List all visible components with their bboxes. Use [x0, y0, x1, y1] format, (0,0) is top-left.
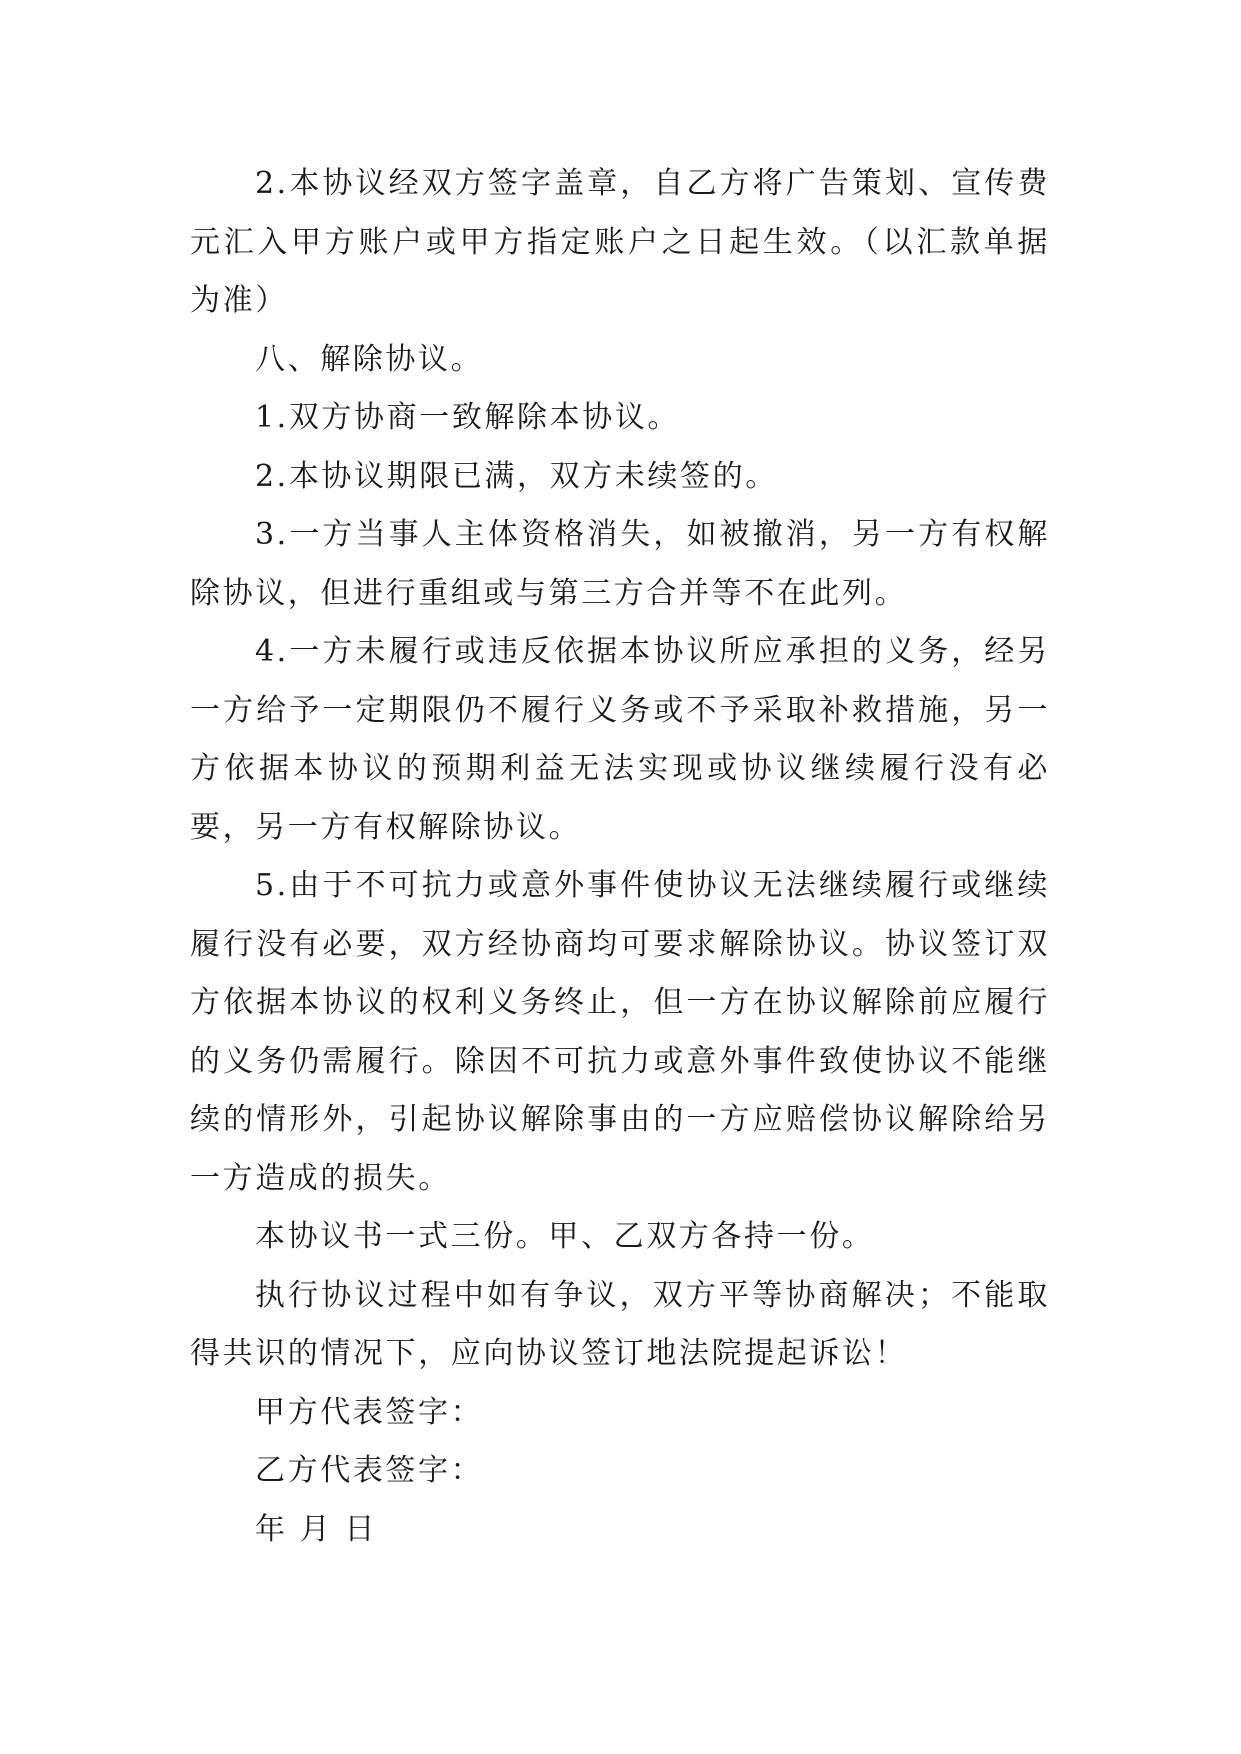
- document-body: [190, 155, 1050, 1559]
- clause-2-effective: 2.本协议经双方签字盖章，自乙方将广告策划、宣传费元汇入甲方账户或甲方指定账户之日起生效。（以汇款单据为准）: [190, 166, 1050, 318]
- date-line: 年 月 日: [255, 1511, 378, 1547]
- termination-item-3: 3.一方当事人主体资格消失，如被撤消，另一方有权解除协议，但进行重组或与第三方合并等不在此列。: [190, 517, 1050, 611]
- termination-item-5: 5.由于不可抗力或意外事件使协议无法继续履行或继续履行没有必要，双方经协商均可要求解除协议。协议签订双方依据本协议的权利义务终止，但一方在协议解除前应履行的义务仍需履行。除因不可抗力或意外事件致使协议不能继续的情形外，引起协议解除事由的一方应赔偿协议解除给另一方造成的损失。: [190, 868, 1050, 1196]
- termination-item-1: 1.双方协商一致解除本协议。: [255, 400, 681, 435]
- section-8-heading: 八、解除协议。: [255, 341, 484, 377]
- dispute-clause: 执行协议过程中如有争议，双方平等协商解决；不能取得共识的情况下，应向协议签订地法院提起诉讼！: [190, 1277, 1050, 1371]
- party-a-signature-line: 甲方代表签字：: [255, 1394, 484, 1430]
- copies-clause: 本协议书一式三份。甲、乙双方各持一份。: [255, 1219, 875, 1254]
- termination-item-4: 4.一方未履行或违反依据本协议所应承担的义务，经另一方给予一定期限仍不履行义务或不予采取补救措施，另一方依据本协议的预期利益无法实现或协议继续履行没有必要，另一方有权解除协议。: [190, 634, 1050, 845]
- party-b-signature-line: 乙方代表签字：: [255, 1453, 484, 1488]
- termination-item-2: 2.本协议期限已满，双方未续签的。: [255, 458, 778, 494]
